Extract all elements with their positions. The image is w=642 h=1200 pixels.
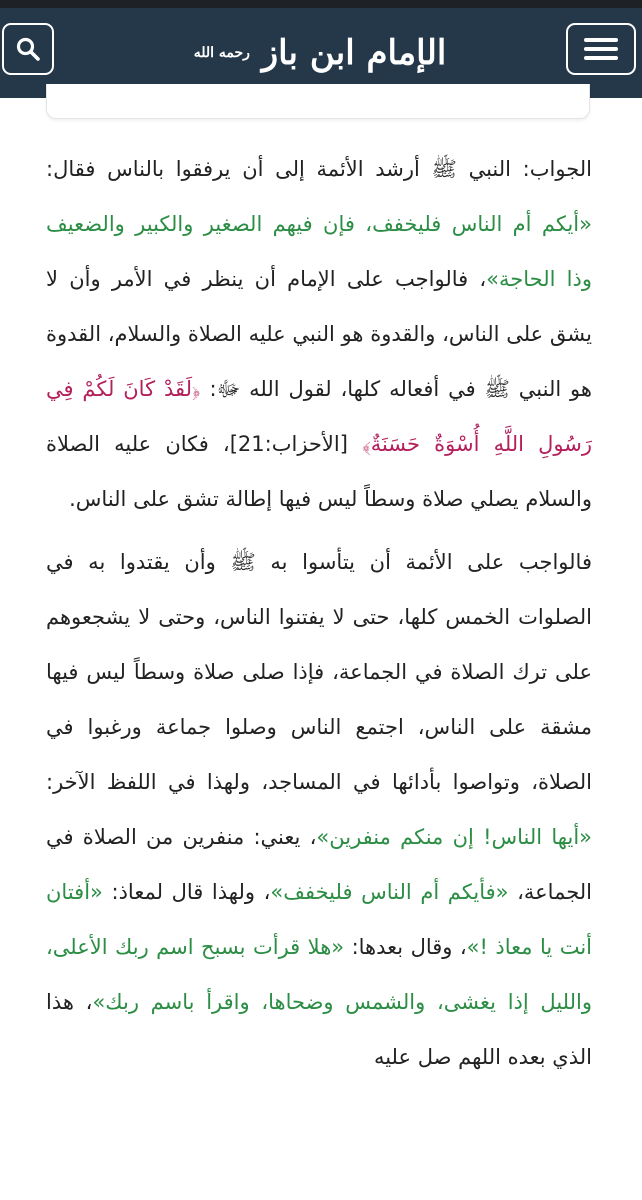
site-logo[interactable] <box>190 22 450 84</box>
hadith-quote: «فأيكم أم الناس فليخفف» <box>270 880 509 904</box>
hadith-quote: «أيكم أم الناس فليخفف، فإن فيهم الصغير والكبير والضعيف وذا الحاجة» <box>46 212 592 291</box>
menu-button[interactable] <box>566 23 636 75</box>
hadith-quote: «هلا قرأت بسبح اسم ربك الأعلى، والليل إذا يغشى، والشمس وضحاها، واقرأ باسم ربك» <box>46 935 592 1014</box>
logo-text: الإمام ابن باز <box>261 33 447 73</box>
logo-suffix: رحمه الله <box>193 45 250 61</box>
answer-paragraph-1: الجواب: النبي ﷺ أرشد الأئمة إلى أن يرفقوا بالناس فقال: «أيكم أم الناس فليخفف، فإن فيهم الصغير والكبير والضعيف وذا الحاجة»، فالواجب على الإمام أن ينظر في الأمر وأن لا يشق على الناس، والقدوة هو النبي عليه الصلاة والسلام، القدوة هو النبي ﷺ في أفعاله كلها، لقول الله ﷻ: ﴿لَقَدْ كَانَ لَكُمْ فِي رَسُولِ اللَّهِ أُسْوَةٌ حَسَنَةٌ﴾ [الأحزاب:21]، فكان عليه الصلاة والسلام يصلي صلاة وسطاً ليس فيها إطالة تشق على الناس. <box>46 157 593 511</box>
article-body <box>46 142 592 1093</box>
hadith-quote: «أيها الناس! إن منكم منفرين» <box>316 825 592 849</box>
status-bar-strip <box>0 0 642 8</box>
answer-paragraph-2: فالواجب على الأئمة أن يتأسوا به ﷺ وأن يقتدوا به في الصلوات الخمس كلها، حتى لا يفتنوا الناس، وحتى لا يشجعوهم على ترك الصلاة في الجماعة، فإذا صلى صلاة وسطاً ليس فيها مشقة على الناس، اجتمع الناس وصلوا جماعة ورغبوا في الصلاة، وتواصوا بأدائها في المساجد، ولهذا في اللفظ الآخر: «أيها الناس! إن منكم منفرين»، يعني: منفرين من الصلاة في الجماعة، «فأيكم أم الناس فليخفف»، ولهذا قال لمعاذ: «أفتان أنت يا معاذ !»، وقال بعدها: «هلا قرأت بسبح اسم ربك الأعلى، والليل إذا يغشى، والشمس وضحاها، واقرأ باسم ربك»، هذا الذي بعده اللهم صل عليه <box>46 550 593 1069</box>
search-button[interactable] <box>2 23 54 75</box>
quran-verse: ﴿لَقَدْ كَانَ لَكُمْ فِي رَسُولِ اللَّهِ أُسْوَةٌ حَسَنَةٌ﴾ <box>46 377 593 456</box>
search-icon <box>15 36 41 62</box>
hadith-quote: «أفتان أنت يا معاذ !» <box>46 880 592 959</box>
content-card-edge <box>46 84 590 119</box>
